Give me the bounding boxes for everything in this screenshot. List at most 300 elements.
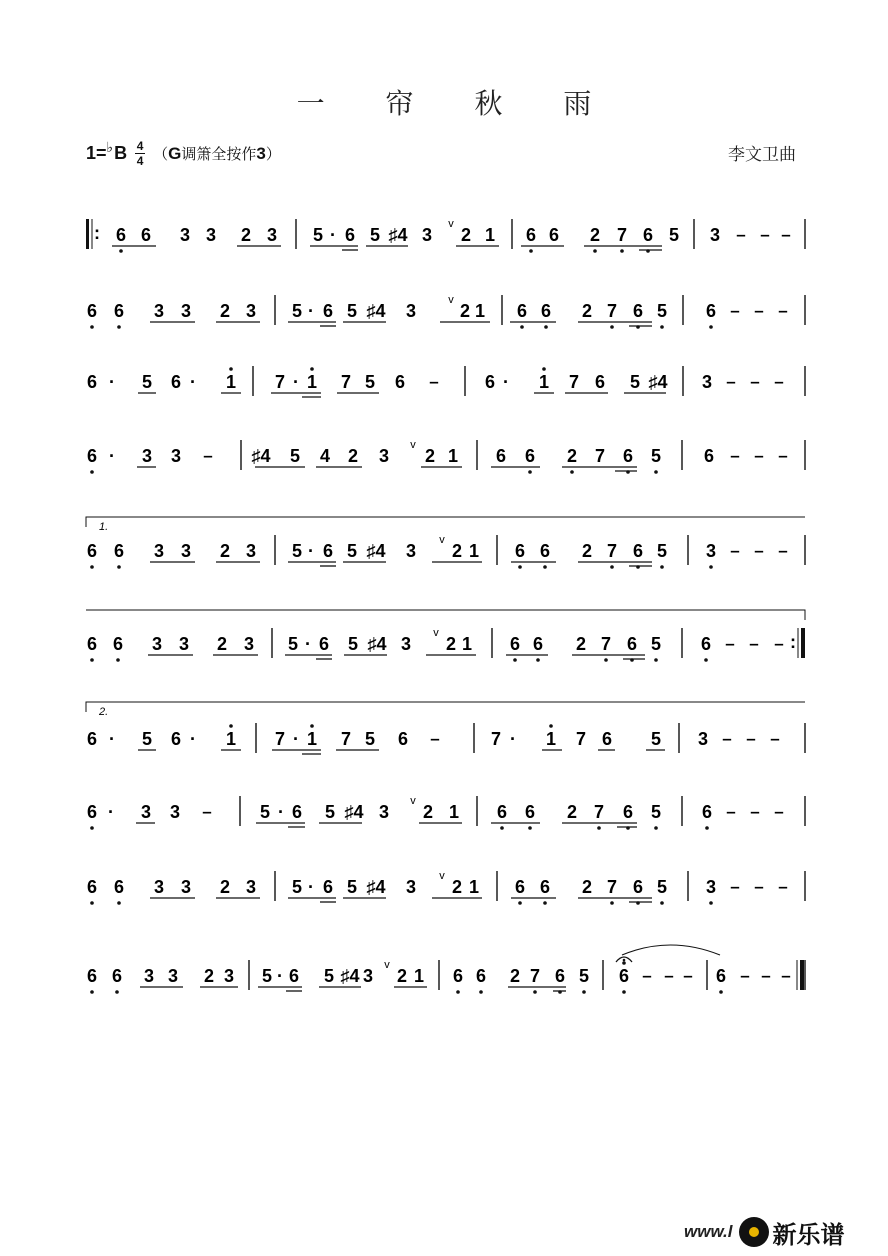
octave-dot-below xyxy=(709,565,713,569)
note: 3 xyxy=(179,225,191,245)
note: 3 xyxy=(378,446,390,466)
note: 2 xyxy=(575,634,587,654)
note: 5 xyxy=(369,225,381,245)
note: 6 xyxy=(700,634,712,654)
note: 1 xyxy=(468,541,480,561)
note: 5 xyxy=(656,541,668,561)
note: 6 xyxy=(705,301,717,321)
dash-hold: – xyxy=(749,634,759,653)
note: 2 xyxy=(424,446,436,466)
note: 5 xyxy=(650,729,662,749)
dash-hold: – xyxy=(750,802,760,821)
octave-dot-below xyxy=(115,990,119,994)
octave-dot-below xyxy=(90,565,94,569)
note: 6 xyxy=(548,225,560,245)
dash-hold: – xyxy=(726,372,736,391)
music-line xyxy=(87,627,805,662)
note: 6 xyxy=(397,729,409,749)
note: 1 xyxy=(468,877,480,897)
note: 5 xyxy=(289,446,301,466)
note: 6 xyxy=(622,802,634,822)
note: 6 xyxy=(622,446,634,466)
note: 3 xyxy=(167,966,179,986)
note: 3 xyxy=(143,966,155,986)
octave-dot-below xyxy=(90,990,94,994)
note: 3 xyxy=(180,301,192,321)
note: 6 xyxy=(594,372,606,392)
dash-hold: – xyxy=(754,446,764,465)
note: 6 xyxy=(540,301,552,321)
note: 6 xyxy=(524,802,536,822)
volta-first-label: 1. xyxy=(99,521,109,533)
note: 3 xyxy=(421,225,433,245)
note: 6 xyxy=(86,634,98,654)
note: 1 xyxy=(306,729,318,749)
note: 3 xyxy=(405,541,417,561)
octave-dot-below xyxy=(520,325,524,329)
breath-mark: v xyxy=(384,959,390,971)
music-line xyxy=(87,534,805,569)
dot-augment: · xyxy=(308,301,314,321)
note: 5 xyxy=(324,802,336,822)
music-line xyxy=(87,294,805,329)
dot-augment: · xyxy=(293,372,299,392)
octave-dot-below xyxy=(90,901,94,905)
note: ♯4 xyxy=(366,877,386,897)
dash-hold: – xyxy=(778,541,788,560)
volta-first-bracket xyxy=(86,517,805,527)
note: 7 xyxy=(340,729,352,749)
octave-dot-below xyxy=(456,990,460,994)
volta-first-bracket-end xyxy=(86,610,805,620)
note: 2 xyxy=(581,541,593,561)
octave-dot-below xyxy=(660,325,664,329)
music-line xyxy=(86,218,805,253)
instrument-note: （G调箫全按作3） xyxy=(153,144,281,163)
dash-hold: – xyxy=(754,301,764,320)
dash-hold: – xyxy=(754,877,764,896)
dash-hold: – xyxy=(740,966,750,985)
note: 6 xyxy=(113,541,125,561)
note: 1 xyxy=(545,729,557,749)
note: ♯4 xyxy=(648,372,668,392)
note: 5 xyxy=(650,802,662,822)
dot-augment: · xyxy=(503,372,509,392)
note: 6 xyxy=(539,877,551,897)
composer: 李文卫曲 xyxy=(728,145,796,165)
note: 3 xyxy=(223,966,235,986)
note: 6 xyxy=(86,729,98,749)
octave-dot-below xyxy=(518,901,522,905)
dot-augment: · xyxy=(293,729,299,749)
note: 2 xyxy=(240,225,252,245)
note: 2 xyxy=(509,966,521,986)
note: 5 xyxy=(291,541,303,561)
note: 5 xyxy=(291,877,303,897)
note: 3 xyxy=(141,446,153,466)
dot-augment: · xyxy=(308,541,314,561)
dash-hold: – xyxy=(725,634,735,653)
note: 5 xyxy=(259,802,271,822)
note: 2 xyxy=(396,966,408,986)
note: 5 xyxy=(346,877,358,897)
octave-dot-below xyxy=(500,826,504,830)
repeat-end-thick xyxy=(801,628,805,658)
time-bottom: 4 xyxy=(136,154,144,168)
note: 6 xyxy=(701,802,713,822)
note: 5 xyxy=(656,877,668,897)
note: 6 xyxy=(496,802,508,822)
octave-dot-below xyxy=(660,901,664,905)
note: 6 xyxy=(170,372,182,392)
key-letter: B xyxy=(114,143,128,163)
note: 5 xyxy=(650,446,662,466)
octave-dot-below xyxy=(117,565,121,569)
octave-dot-above xyxy=(310,367,314,371)
octave-dot-below xyxy=(597,826,601,830)
dash-hold: – xyxy=(730,301,740,320)
dot-augment: · xyxy=(190,372,196,392)
octave-dot-above xyxy=(549,724,553,728)
breath-mark: v xyxy=(439,870,445,882)
note: 6 xyxy=(322,877,334,897)
note: 7 xyxy=(600,634,612,654)
breath-mark: v xyxy=(448,218,454,230)
dash-hold: – xyxy=(726,802,736,821)
note: 2 xyxy=(566,802,578,822)
fermata-dot xyxy=(623,959,626,962)
dash-hold: – xyxy=(203,446,213,465)
dot-augment: · xyxy=(510,729,516,749)
octave-dot-below xyxy=(528,826,532,830)
octave-dot-below xyxy=(543,901,547,905)
breath-mark: v xyxy=(410,795,416,807)
note: 2 xyxy=(422,802,434,822)
octave-dot-below xyxy=(90,325,94,329)
note: 7 xyxy=(616,225,628,245)
octave-dot-below xyxy=(610,565,614,569)
note: 7 xyxy=(593,802,605,822)
octave-dot-below xyxy=(709,325,713,329)
dash-hold: – xyxy=(778,301,788,320)
note: 6 xyxy=(86,966,98,986)
note: 6 xyxy=(86,372,98,392)
note: 3 xyxy=(151,634,163,654)
note: 6 xyxy=(626,634,638,654)
octave-dot-above xyxy=(622,961,626,965)
note: 6 xyxy=(632,541,644,561)
octave-dot-below xyxy=(543,565,547,569)
note: 1 xyxy=(538,372,550,392)
dash-hold: – xyxy=(774,634,784,653)
note: 7 xyxy=(568,372,580,392)
note: 3 xyxy=(378,802,390,822)
octave-dot-below xyxy=(705,826,709,830)
octave-dot-below xyxy=(620,249,624,253)
note: 3 xyxy=(153,877,165,897)
note: 5 xyxy=(578,966,590,986)
watermark xyxy=(684,1214,884,1250)
note: 7 xyxy=(274,729,286,749)
dash-hold: – xyxy=(642,966,652,985)
octave-dot-below xyxy=(654,470,658,474)
octave-dot-below xyxy=(536,658,540,662)
breath-mark: v xyxy=(439,534,445,546)
repeat-start-thick xyxy=(86,219,89,249)
note: 2 xyxy=(460,225,472,245)
note: 5 xyxy=(291,301,303,321)
note: 3 xyxy=(705,877,717,897)
note: 6 xyxy=(86,541,98,561)
note: 6 xyxy=(703,446,715,466)
octave-dot-above xyxy=(229,367,233,371)
note: 3 xyxy=(400,634,412,654)
note: ♯4 xyxy=(340,966,360,986)
octave-dot-below xyxy=(654,658,658,662)
note: 6 xyxy=(288,966,300,986)
note: 5 xyxy=(323,966,335,986)
note: 3 xyxy=(697,729,709,749)
note: 3 xyxy=(170,446,182,466)
note: 3 xyxy=(140,802,152,822)
watermark-url: www.l xyxy=(684,1222,733,1241)
note: 6 xyxy=(601,729,613,749)
note: 3 xyxy=(266,225,278,245)
note: 6 xyxy=(113,301,125,321)
note: 6 xyxy=(509,634,521,654)
octave-dot-below xyxy=(582,990,586,994)
octave-dot-below xyxy=(709,901,713,905)
octave-dot-below xyxy=(570,470,574,474)
dash-hold: – xyxy=(750,372,760,391)
dash-hold: – xyxy=(736,225,746,244)
note: 7 xyxy=(340,372,352,392)
disc-logo-icon xyxy=(739,1217,769,1247)
dash-hold: – xyxy=(664,966,674,985)
note: 6 xyxy=(484,372,496,392)
note: 2 xyxy=(589,225,601,245)
note: 5 xyxy=(287,634,299,654)
time-top: 4 xyxy=(136,139,144,153)
music-line xyxy=(87,870,805,905)
octave-dot-below xyxy=(610,901,614,905)
note: 3 xyxy=(245,301,257,321)
note: 3 xyxy=(705,541,717,561)
octave-dot-below xyxy=(117,901,121,905)
octave-dot-below xyxy=(116,658,120,662)
octave-dot-below xyxy=(604,658,608,662)
note: 7 xyxy=(274,372,286,392)
octave-dot-below xyxy=(513,658,517,662)
note: 4 xyxy=(319,446,331,466)
note: 6 xyxy=(322,301,334,321)
note: 3 xyxy=(405,301,417,321)
watermark-name: 新乐谱 xyxy=(772,1220,845,1249)
note: 6 xyxy=(140,225,152,245)
octave-dot-below xyxy=(544,325,548,329)
note: 1 xyxy=(484,225,496,245)
note: 2 xyxy=(451,877,463,897)
dash-hold: – xyxy=(202,802,212,821)
final-bar-thick xyxy=(800,960,804,990)
note: 3 xyxy=(180,541,192,561)
note: 7 xyxy=(606,301,618,321)
repeat-dots: : xyxy=(790,632,796,652)
note: ♯4 xyxy=(367,634,387,654)
octave-dot-below xyxy=(660,565,664,569)
note: 6 xyxy=(532,634,544,654)
volta-second-bracket xyxy=(86,702,805,712)
octave-dot-below xyxy=(533,990,537,994)
octave-dot-below xyxy=(119,249,123,253)
octave-dot-below xyxy=(518,565,522,569)
note: 2 xyxy=(347,446,359,466)
dot-augment: · xyxy=(190,729,196,749)
dot-augment: · xyxy=(278,802,284,822)
note: 6 xyxy=(86,446,98,466)
dash-hold: – xyxy=(730,446,740,465)
note: 1 xyxy=(225,729,237,749)
dot-augment: · xyxy=(308,877,314,897)
note: 6 xyxy=(475,966,487,986)
note: 2 xyxy=(219,301,231,321)
note: 2 xyxy=(216,634,228,654)
note: 3 xyxy=(243,634,255,654)
note: 3 xyxy=(178,634,190,654)
dash-hold: – xyxy=(761,966,771,985)
note: 3 xyxy=(180,877,192,897)
dash-hold: – xyxy=(760,225,770,244)
note: 5 xyxy=(141,372,153,392)
note: 5 xyxy=(346,301,358,321)
note: 7 xyxy=(575,729,587,749)
octave-dot-below xyxy=(479,990,483,994)
note: 2 xyxy=(445,634,457,654)
note: 3 xyxy=(362,966,374,986)
note: 6 xyxy=(524,446,536,466)
note: 1 xyxy=(413,966,425,986)
note: 6 xyxy=(452,966,464,986)
dash-hold: – xyxy=(778,877,788,896)
note: 1 xyxy=(225,372,237,392)
note: 7 xyxy=(490,729,502,749)
note: 6 xyxy=(113,877,125,897)
dash-hold: – xyxy=(429,372,439,391)
note: 6 xyxy=(495,446,507,466)
dash-hold: – xyxy=(746,729,756,748)
note: 2 xyxy=(459,301,471,321)
note: 6 xyxy=(642,225,654,245)
dash-hold: – xyxy=(730,541,740,560)
note: 7 xyxy=(529,966,541,986)
dash-hold: – xyxy=(770,729,780,748)
note: 3 xyxy=(709,225,721,245)
note: ♯4 xyxy=(251,446,271,466)
note: 7 xyxy=(606,877,618,897)
note: ♯4 xyxy=(388,225,408,245)
note: 2 xyxy=(203,966,215,986)
note: 6 xyxy=(86,301,98,321)
note: 1 xyxy=(461,634,473,654)
note: 6 xyxy=(514,541,526,561)
note: 3 xyxy=(701,372,713,392)
note: 3 xyxy=(405,877,417,897)
tie-arc xyxy=(622,945,720,955)
breath-mark: v xyxy=(410,439,416,451)
note: 2 xyxy=(566,446,578,466)
note: ♯4 xyxy=(366,301,386,321)
music-line xyxy=(87,795,805,830)
note: ♯4 xyxy=(366,541,386,561)
music-line xyxy=(87,439,805,474)
note: ♯4 xyxy=(344,802,364,822)
note: 6 xyxy=(291,802,303,822)
note: 5 xyxy=(656,301,668,321)
note: 3 xyxy=(245,541,257,561)
dash-hold: – xyxy=(774,372,784,391)
octave-dot-below xyxy=(622,990,626,994)
note: 5 xyxy=(668,225,680,245)
note: 6 xyxy=(632,301,644,321)
note: 6 xyxy=(516,301,528,321)
octave-dot-above xyxy=(542,367,546,371)
note: 6 xyxy=(539,541,551,561)
dot-augment: · xyxy=(109,446,115,466)
octave-dot-below xyxy=(90,470,94,474)
note: 6 xyxy=(86,802,98,822)
note: 1 xyxy=(474,301,486,321)
note: 6 xyxy=(322,541,334,561)
note: 2 xyxy=(581,877,593,897)
octave-dot-below xyxy=(529,249,533,253)
note: 3 xyxy=(245,877,257,897)
note: 5 xyxy=(364,372,376,392)
dot-augment: · xyxy=(109,372,115,392)
dot-augment: · xyxy=(330,225,336,245)
note: 5 xyxy=(346,541,358,561)
octave-dot-below xyxy=(117,325,121,329)
page-title: 一 帘 秋 雨 xyxy=(296,87,618,120)
note: 6 xyxy=(112,634,124,654)
dash-hold: – xyxy=(781,966,791,985)
music-line xyxy=(87,723,805,754)
note: 6 xyxy=(715,966,727,986)
dash-hold: – xyxy=(778,446,788,465)
dash-hold: – xyxy=(722,729,732,748)
octave-dot-below xyxy=(528,470,532,474)
note: 6 xyxy=(525,225,537,245)
note: 6 xyxy=(111,966,123,986)
flat-sign: ♭ xyxy=(106,139,114,155)
dash-hold: – xyxy=(730,877,740,896)
note: 6 xyxy=(344,225,356,245)
octave-dot-below xyxy=(610,325,614,329)
note: 6 xyxy=(394,372,406,392)
note: 6 xyxy=(618,966,630,986)
note: 6 xyxy=(514,877,526,897)
octave-dot-below xyxy=(593,249,597,253)
note: 2 xyxy=(219,877,231,897)
octave-dot-below xyxy=(654,826,658,830)
note: 1 xyxy=(448,802,460,822)
note: 6 xyxy=(632,877,644,897)
note: 6 xyxy=(554,966,566,986)
note: 5 xyxy=(629,372,641,392)
note: 5 xyxy=(650,634,662,654)
note: 2 xyxy=(451,541,463,561)
note: 3 xyxy=(205,225,217,245)
note: 6 xyxy=(170,729,182,749)
